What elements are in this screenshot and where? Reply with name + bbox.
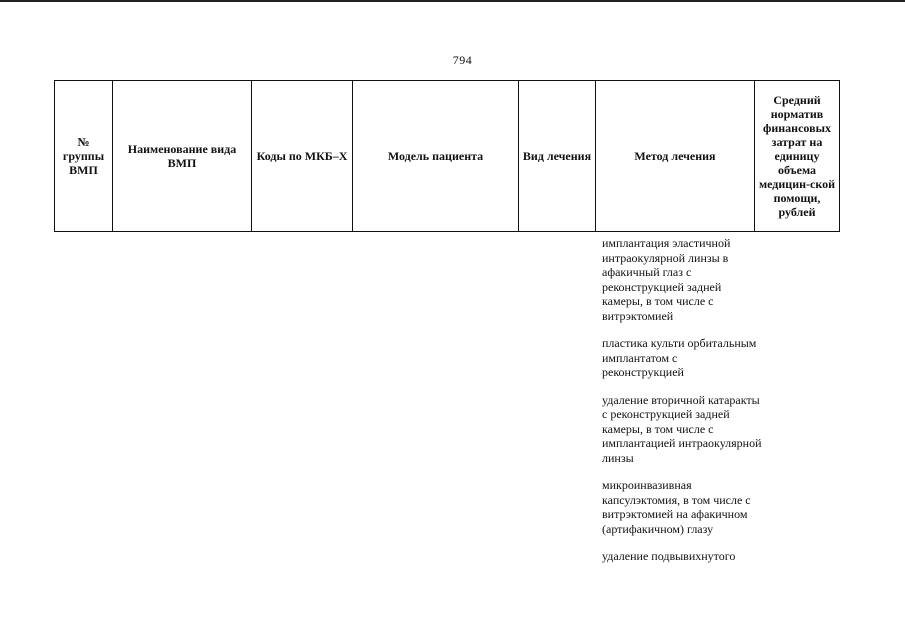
header-cell-average-cost: Средний норматив финансовых затрат на единицу объема медицин-ской помощи, рублей: [755, 81, 840, 232]
list-item: удаление вторичной катаракты с реконструкцией задней камеры, в том числе с имплантацией интраокулярной линзы: [602, 392, 762, 465]
header-cell-patient-model: Модель пациента: [353, 81, 519, 232]
header-cell-treatment-type: Вид лечения: [519, 81, 596, 232]
page-number: 794: [452, 53, 473, 67]
header-row: [55, 81, 840, 232]
header-cell-icd-codes: Коды по МКБ–Х: [252, 81, 353, 232]
treatment-method-list: [602, 236, 762, 577]
page-top-border: [0, 0, 905, 2]
header-cell-treatment-method: Метод лечения: [596, 81, 755, 232]
list-item: микроинвазивная капсулэктомия, в том числе с витрэктомией на афакичном (артифакичном) глазу: [602, 478, 751, 536]
header-cell-vmp-name: Наименование вида ВМП: [113, 81, 252, 232]
list-item: пластика культи орбитальным имплантатом с реконструкцией: [602, 336, 757, 379]
list-item: удаление подвывихнутого: [602, 549, 736, 563]
table-header: [54, 80, 840, 232]
header-cell-group-number: № группы ВМП: [55, 81, 113, 232]
list-item: имплантация эластичной интраокулярной линзы в афакичный глаз с реконструкцией задней камеры, в том числе с витрэктомией: [602, 236, 731, 323]
